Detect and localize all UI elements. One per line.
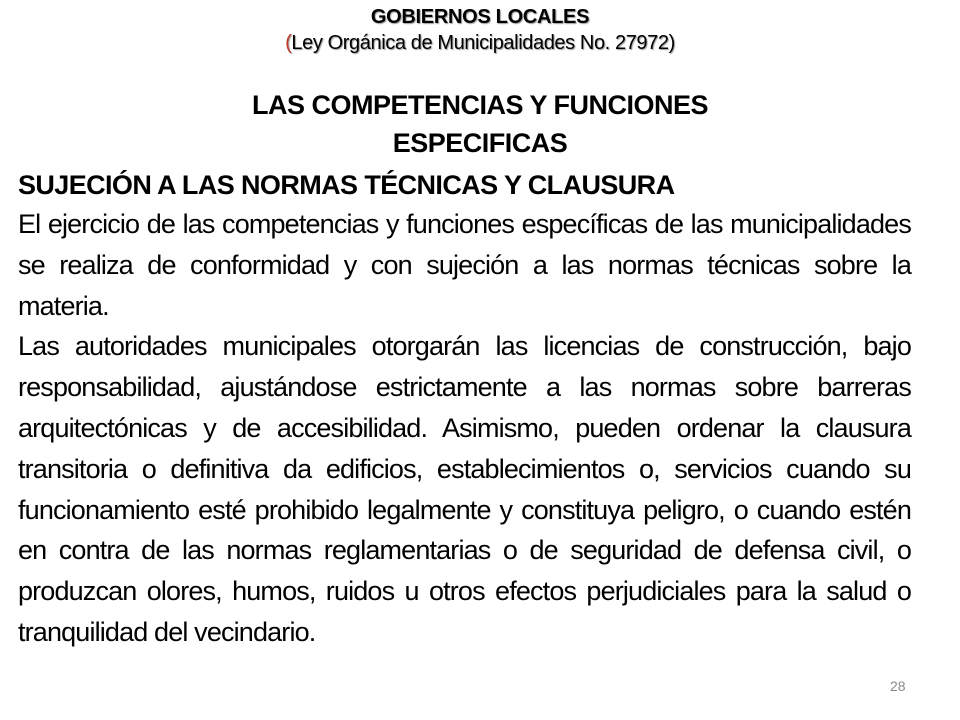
subtitle-open-paren: ( (285, 32, 292, 54)
subtitle-close-paren: ) (668, 32, 675, 54)
section-title-line2: ESPECIFICAS (392, 128, 568, 158)
subtitle-text: Ley Orgánica de Municipalidades No. 27972 (291, 32, 669, 54)
subheading: SUJECIÓN A LAS NORMAS TÉCNICAS Y CLAUSURA (18, 170, 675, 200)
body-paragraph-1: El ejercicio de las competencias y funciones específicas de las municipalidades se realiza de conformidad y con sujeción a las normas técnicas sobre la materia. (18, 209, 911, 321)
slide-header (0, 4, 960, 56)
header-title: GOBIERNOS LOCALES (370, 6, 590, 28)
body-text (18, 204, 911, 653)
section-title-line1: LAS COMPETENCIAS Y FUNCIONES (251, 90, 709, 120)
page-number: 28 (890, 678, 906, 694)
body-paragraph-2: Las autoridades municipales otorgarán las licencias de construcción, bajo responsabilidad, ajustándose estrictamente a las normas sobre barreras arquitectónicas y de accesibilidad. Asimismo, pueden ordenar la clausura transitoria o definitiva da edificios, establecimientos o, servicios cuando su funcionamiento esté prohibido legalmente y constituya peligro, o cuando estén en contra de las normas reglamentarias o de seguridad de defensa civil, o produzcan olores, humos, ruidos u otros efectos perjudiciales para la salud o tranquilidad del vecindario. (18, 331, 911, 647)
header-subtitle (0, 30, 960, 56)
section-title (0, 86, 960, 162)
